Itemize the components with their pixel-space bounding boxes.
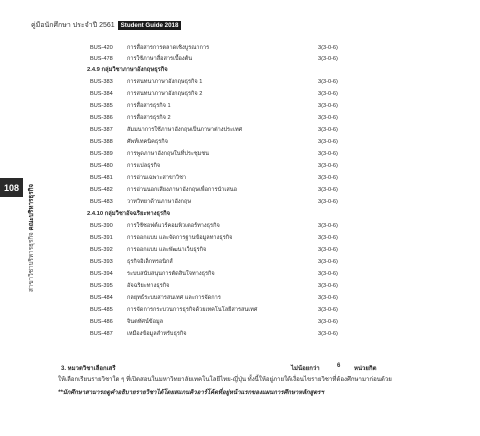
free-elective-note: ให้เลือกเรียนรายวิชาใด ๆ ที่เปิดสอนในมหาวิทยาลัยเทคโนโลยีไทย-ญี่ปุ่น ทั้งนี้ให้อยู่ภายใต้เงื่อนไขรายวิชาที่ต้องศึกษามาก่อนด้วย xyxy=(58,376,392,383)
course-title: การสื่อสารธุรกิจ 1 xyxy=(127,103,171,109)
course-credit: 3(3-0-6) xyxy=(318,259,338,265)
course-title: ธุรกิจอิเล็กทรอนิกส์ xyxy=(127,259,173,265)
course-title: ระบบสนับสนุนการตัดสินใจทางธุรกิจ xyxy=(127,271,215,277)
course-credit: 3(3-0-6) xyxy=(318,163,338,169)
course-title: การสื่อสารการตลาดเชิงบูรณาการ xyxy=(127,45,210,51)
course-title: การสนทนาภาษาอังกฤษธุรกิจ 2 xyxy=(127,91,203,97)
course-credit: 3(3-0-6) xyxy=(318,199,338,205)
course-credit: 3(3-0-6) xyxy=(318,271,338,277)
course-credit: 3(3-0-6) xyxy=(318,247,338,253)
course-code: BUS-481 xyxy=(90,175,113,181)
course-code: BUS-390 xyxy=(90,223,113,229)
course-code: BUS-385 xyxy=(90,103,113,109)
course-credit: 3(3-0-6) xyxy=(318,331,338,337)
qr-code-note: **นักศึกษาสามารถดูคำอธิบายรายวิชาได้โดยสแกนคิวอาร์โค้ดที่อยู่หน้าแรกของแผนการศึกษาหลักสูตรฯ xyxy=(58,390,324,396)
course-credit: 3(3-0-6) xyxy=(318,127,338,133)
course-credit: 3(3-0-6) xyxy=(318,235,338,241)
course-credit: 3(3-0-6) xyxy=(318,175,338,181)
course-credit: 3(3-0-6) xyxy=(318,91,338,97)
course-code: BUS-420 xyxy=(90,45,113,51)
course-credit: 3(3-0-6) xyxy=(318,139,338,145)
course-code: BUS-389 xyxy=(90,151,113,157)
course-credit: 3(3-0-6) xyxy=(318,151,338,157)
course-code: BUS-483 xyxy=(90,199,113,205)
course-code: BUS-480 xyxy=(90,163,113,169)
course-credit: 3(3-0-6) xyxy=(318,115,338,121)
course-code: BUS-386 xyxy=(90,115,113,121)
course-title: การสนทนาภาษาอังกฤษธุรกิจ 1 xyxy=(127,79,203,85)
free-elective-min: ไม่น้อยกว่า xyxy=(291,366,320,372)
course-title: ศัพท์เทคนิคธุรกิจ xyxy=(127,139,168,145)
course-credit: 3(3-0-6) xyxy=(318,319,338,325)
course-credit: 3(3-0-6) xyxy=(318,295,338,301)
course-code: BUS-388 xyxy=(90,139,113,145)
course-code: BUS-478 xyxy=(90,56,113,62)
course-credit: 3(3-0-6) xyxy=(318,56,338,62)
section-heading-business-intelligence: 2.4.10 กลุ่มวิชาอัจฉริยะทางธุรกิจ xyxy=(87,211,170,217)
course-code: BUS-482 xyxy=(90,187,113,193)
course-title: การแปลธุรกิจ xyxy=(127,163,161,169)
course-code: BUS-384 xyxy=(90,91,113,97)
course-title: การใช้ซอฟต์แวร์คอมพิวเตอร์ทางธุรกิจ xyxy=(127,223,220,229)
course-credit: 3(3-0-6) xyxy=(318,223,338,229)
course-title: การออกแบบ และพัฒนาเว็บธุรกิจ xyxy=(127,247,207,253)
student-guide-badge: Student Guide 2018 xyxy=(118,21,182,30)
course-title: การอ่านเฉพาะสาขาวิชา xyxy=(127,175,187,181)
course-code: BUS-394 xyxy=(90,271,113,277)
section-heading-english: 2.4.9 กลุ่มวิชาภาษาอังกฤษธุรกิจ xyxy=(87,67,168,73)
course-code: BUS-395 xyxy=(90,283,113,289)
course-title: เหมืองข้อมูลสำหรับธุรกิจ xyxy=(127,331,187,337)
course-code: BUS-387 xyxy=(90,127,113,133)
course-code: BUS-484 xyxy=(90,295,113,301)
course-code: BUS-391 xyxy=(90,235,113,241)
header-title: คู่มือนักศึกษา ประจำปี 2561 xyxy=(31,22,115,29)
course-title: การออกแบบ และจัดการฐานข้อมูลทางธุรกิจ xyxy=(127,235,233,241)
course-title: กลยุทธ์ระบบสารสนเทศ และการจัดการ xyxy=(127,295,221,301)
course-credit: 3(3-0-6) xyxy=(318,307,338,313)
course-credit: 3(3-0-6) xyxy=(318,283,338,289)
course-code: BUS-486 xyxy=(90,319,113,325)
page-number: 108 xyxy=(3,182,20,193)
course-credit: 3(3-0-6) xyxy=(318,45,338,51)
course-code: BUS-392 xyxy=(90,247,113,253)
course-code: BUS-487 xyxy=(90,331,113,337)
course-credit: 3(3-0-6) xyxy=(318,103,338,109)
free-elective-unit: หน่วยกิต xyxy=(354,366,377,372)
course-code: BUS-485 xyxy=(90,307,113,313)
course-credit: 3(3-0-6) xyxy=(318,187,338,193)
course-title: วาทวิทยาด้านภาษาอังกฤษ xyxy=(127,199,192,205)
side-label-strong: คณะบริหารธุรกิจ xyxy=(28,183,35,231)
course-code: BUS-393 xyxy=(90,259,113,265)
course-title: การใช้ภาษาสื่อสารเบื้องต้น xyxy=(127,56,193,62)
course-title: การพูดภาษาอังกฤษในที่ประชุมชน xyxy=(127,151,209,157)
course-title: สัมมนาการใช้ภาษาอังกฤษเป็นภาษาต่างประเทศ xyxy=(127,127,243,133)
free-elective-credits: 6 xyxy=(337,363,341,369)
free-elective-heading: 3. หมวดวิชาเลือกเสรี xyxy=(61,366,116,372)
course-credit: 3(3-0-6) xyxy=(318,79,338,85)
course-title: การจัดการกระบวนการธุรกิจด้วยเทคโนโลยีสารสนเทศ xyxy=(127,307,258,313)
course-title: การอ่านนอกเสียงภาษาอังกฤษเพื่อการนำเสนอ xyxy=(127,187,237,193)
side-label: สาขาวิชาบริหารธุรกิจ xyxy=(28,232,35,292)
course-title: จินตทัศน์ข้อมูล xyxy=(127,319,164,325)
course-title: อัจฉริยะทางธุรกิจ xyxy=(127,283,170,289)
course-title: การสื่อสารธุรกิจ 2 xyxy=(127,115,171,121)
course-code: BUS-383 xyxy=(90,79,113,85)
